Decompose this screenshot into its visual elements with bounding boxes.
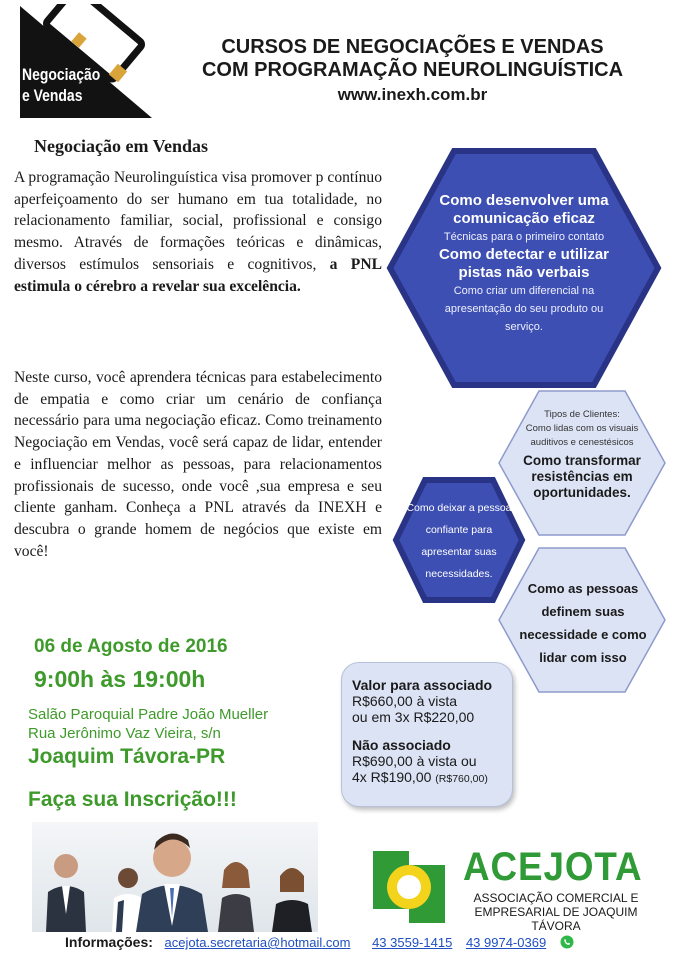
price-content bbox=[352, 677, 492, 787]
nonmember-installments: 4x R$190,00 (R$760,00) bbox=[352, 769, 488, 785]
hex-confident-text: Como deixar a pessoa confiante para apresentar suas necessidades. bbox=[406, 502, 512, 580]
member-installments: ou em 3x R$220,00 bbox=[352, 709, 475, 725]
signup-cta[interactable]: Faça sua Inscrição!!! bbox=[28, 788, 237, 811]
intro-paragraph: A programação Neurolinguística visa promover p contínuo aperfeiçoamento do ser humano em tua totalidade, no relacionamento familiar, social, profissional e consigo mesmo. Através de formações teóricas e dinâmicas, diversos estímulos sensoriais e cognitivos, a PNL estimula o cérebro a revelar sua excelência. bbox=[14, 169, 382, 295]
website-url[interactable]: www.inexh.com.br bbox=[337, 85, 488, 104]
contact-footer bbox=[65, 934, 574, 950]
member-cash: R$660,00 à vista bbox=[352, 693, 458, 709]
event-venue: Salão Paroquial Padre João Mueller Rua Jerônimo Vaz Vieira, s/n bbox=[28, 706, 269, 742]
event-time: 9:00h às 19:00h bbox=[34, 666, 206, 692]
nonmember-label: Não associado bbox=[352, 737, 451, 753]
phone-link-1[interactable]: 43 3559-1415 bbox=[372, 935, 453, 950]
hex-needs-text: Como as pessoas definem suas necessidade e como lidar com isso bbox=[519, 581, 647, 665]
whatsapp-icon bbox=[560, 935, 574, 949]
course-paragraph: Neste curso, você aprendera técnicas para estabelecimento de empatia e como criar um cenário de confiança necessário para uma negociação eficaz. Como treinamento Negociação em Vendas, você será capaz de lidar, entender e influenciar melhor as pessoas, para relacionamentos profissionais de sucesso, onde você ,sua empresa e seu cliente ganham. Conheça a PNL através da INEXH e descubra o grande homem de negócios que existe em você! bbox=[14, 369, 382, 560]
contact-email-link[interactable]: acejota.secretaria@hotmail.com bbox=[164, 935, 351, 950]
nonmember-cash: R$690,00 à vista ou bbox=[352, 753, 477, 769]
hex-main-content: Como desenvolver uma comunicação eficaz Técnicas para o primeiro contato Como detectar e utilizar pistas não verbais Como criar um diferencial na apresentação do seu produto ou serviço. bbox=[438, 192, 610, 333]
section-title: Negociação em Vendas bbox=[34, 136, 208, 156]
contact-label: Informações: bbox=[65, 934, 153, 950]
acejota-description: ASSOCIAÇÃO COMERCIAL E EMPRESARIAL DE JOAQUIM TÁVORA bbox=[473, 891, 639, 933]
business-people-photo bbox=[32, 822, 318, 932]
negociacao-vendas-logo bbox=[14, 4, 156, 122]
member-label: Valor para associado bbox=[352, 677, 493, 693]
intro-highlight: a PNL estimula o cérebro a revelar sua excelência. bbox=[14, 255, 382, 295]
event-date: 06 de Agosto de 2016 bbox=[34, 636, 228, 657]
page-title: CURSOS DE NEGOCIAÇÕES E VENDAS COM PROGRAMAÇÃO NEUROLINGUÍSTICA bbox=[201, 36, 624, 81]
event-city: Joaquim Távora-PR bbox=[28, 745, 226, 768]
hex-clients-text: Tipos de Clientes: Como lidas com os visuais auditivos e cenestésicos Como transformar resistências em oportunidades. bbox=[523, 409, 641, 500]
acejota-logo-icon bbox=[373, 851, 445, 923]
phone-link-2[interactable]: 43 9974-0369 bbox=[465, 935, 547, 950]
acejota-name: ACEJOTA bbox=[463, 845, 643, 889]
logo-text: Negociação e Vendas bbox=[22, 65, 101, 105]
